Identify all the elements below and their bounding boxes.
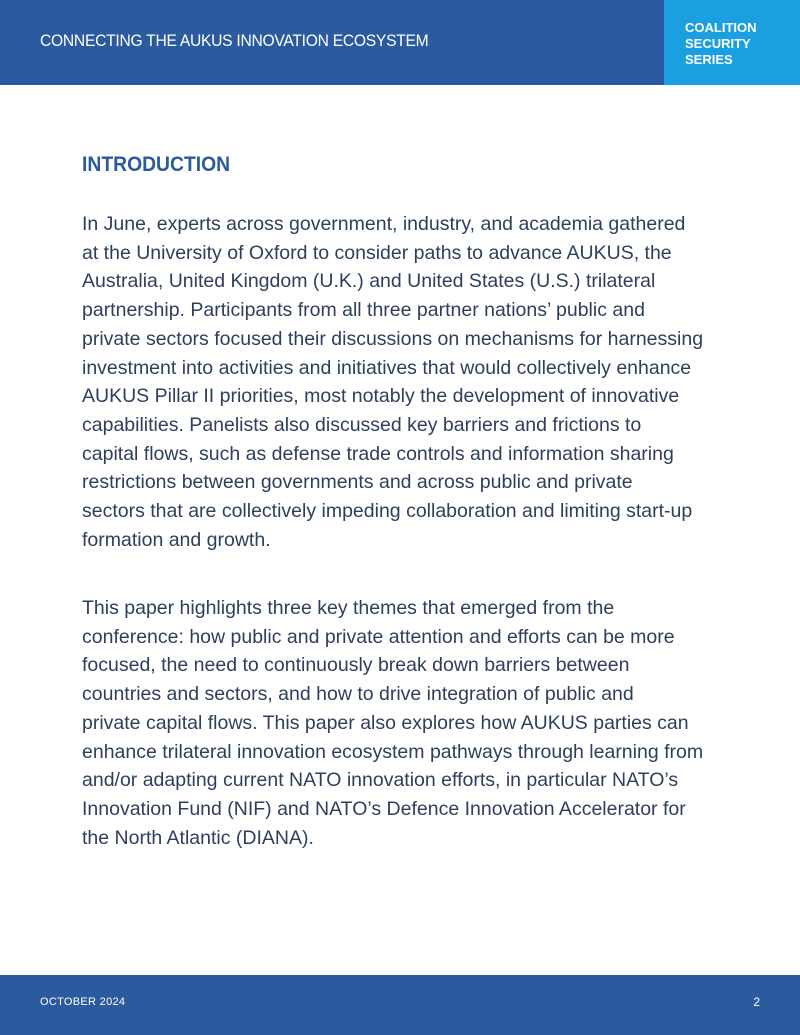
- text-line: formation and growth.: [82, 528, 271, 551]
- text-line: and/or adapting current NATO innovation efforts, in particular NATO’s: [82, 769, 679, 792]
- intro-paragraph-1: [82, 210, 722, 554]
- text-line: capabilities. Panelists also discussed key barriers and frictions to: [82, 413, 642, 436]
- text-line: In June, experts across government, industry, and academia gathered: [82, 213, 686, 235]
- text-line: investment into activities and initiatives that would collectively enhance: [82, 356, 692, 379]
- series-line: COALITION: [685, 20, 757, 35]
- intro-paragraph-2: [82, 594, 722, 852]
- series-label: [685, 20, 785, 68]
- text-line: focused, the need to continuously break down barriers between: [82, 654, 630, 677]
- text-line: Australia, United Kingdom (U.K.) and United States (U.S.) trilateral: [82, 270, 656, 293]
- page-number: 2: [753, 995, 760, 1009]
- text-line: This paper highlights three key themes that emerged from the: [82, 597, 615, 619]
- text-line: Innovation Fund (NIF) and NATO’s Defence Innovation Accelerator for: [82, 797, 686, 820]
- text-line: conference: how public and private attention and efforts can be more: [82, 625, 675, 648]
- text-line: private capital flows. This paper also explores how AUKUS parties can: [82, 711, 689, 734]
- text-line: private sectors focused their discussions on mechanisms for harnessing: [82, 327, 704, 350]
- series-line: SECURITY: [685, 36, 751, 51]
- text-line: the North Atlantic (DIANA).: [82, 826, 314, 849]
- text-line: capital flows, such as defense trade controls and information sharing: [82, 442, 674, 465]
- text-line: partnership. Participants from all three partner nations’ public and: [82, 299, 645, 322]
- header-title: CONNECTING THE AUKUS INNOVATION ECOSYSTEM: [40, 31, 429, 50]
- series-badge: [664, 0, 800, 85]
- text-line: countries and sectors, and how to drive integration of public and: [82, 683, 634, 706]
- text-line: restrictions between governments and across public and private: [82, 471, 633, 494]
- text-line: at the University of Oxford to consider paths to advance AUKUS, the: [82, 241, 672, 264]
- series-line: SERIES: [685, 52, 733, 67]
- text-line: sectors that are collectively impeding collaboration and limiting start-up: [82, 500, 693, 523]
- text-line: AUKUS Pillar II priorities, most notably the development of innovative: [82, 385, 680, 408]
- text-line: enhance trilateral innovation ecosystem pathways through learning from: [82, 740, 704, 763]
- page-header: [0, 0, 800, 85]
- section-heading: INTRODUCTION: [82, 153, 231, 176]
- page-footer: [0, 975, 800, 1035]
- footer-date: OCTOBER 2024: [40, 996, 126, 1008]
